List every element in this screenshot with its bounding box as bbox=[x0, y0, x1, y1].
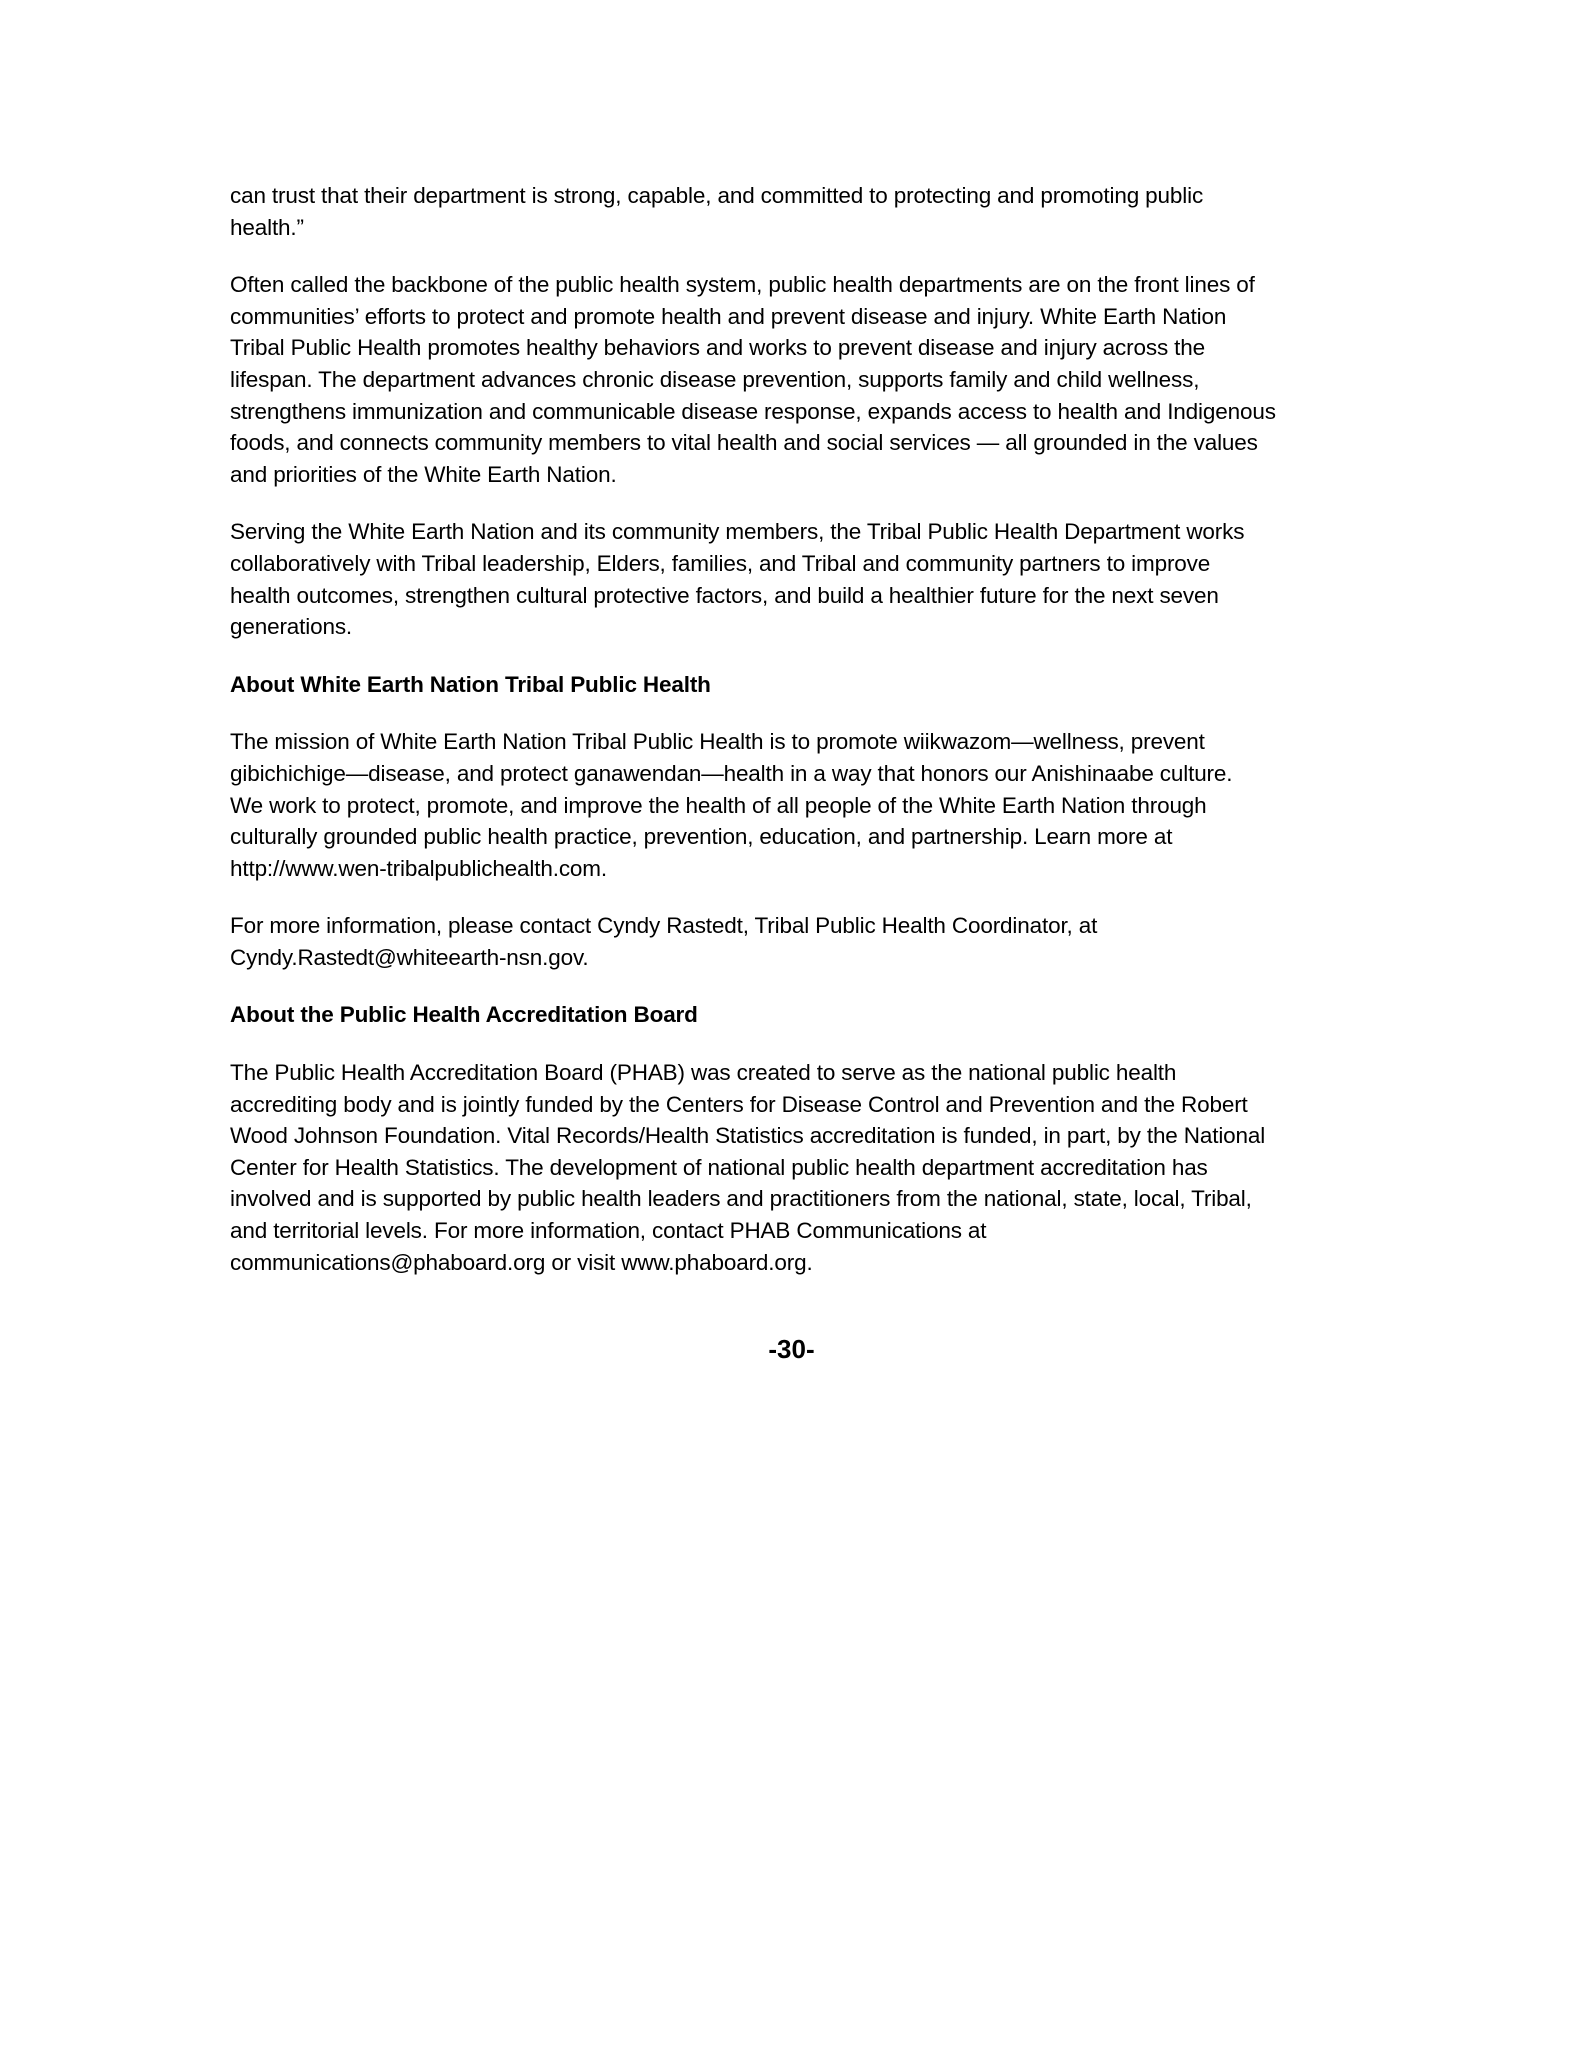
paragraph-serving bbox=[230, 516, 1360, 642]
page-number: -30- bbox=[768, 1334, 815, 1364]
text-line: We work to protect, promote, and improve the health of all people of the White Earth Nation through bbox=[230, 792, 1207, 818]
wen-website-link[interactable]: http://www.wen-tribalpublichealth.com bbox=[230, 855, 601, 881]
text-line: and priorities of the White Earth Nation. bbox=[230, 461, 617, 487]
phab-website-link[interactable]: www.phaboard.org bbox=[621, 1249, 807, 1275]
text-line bbox=[230, 942, 1360, 974]
punctuation: . bbox=[600, 855, 607, 881]
text-line: gibichichige—disease, and protect ganawendan—health in a way that honors our Anishinaabe culture. bbox=[230, 760, 1233, 786]
text-line: communities’ efforts to protect and promote health and prevent disease and injury. White Earth Nation bbox=[230, 303, 1227, 329]
text-line: health outcomes, strengthen cultural protective factors, and build a healthier future for the next seven bbox=[230, 582, 1219, 608]
text-line: health.” bbox=[230, 214, 304, 240]
phab-email-link[interactable]: communications@phaboard.org bbox=[230, 1249, 546, 1275]
contact-email-link[interactable]: Cyndy.Rastedt@whiteearth-nsn.gov bbox=[230, 944, 583, 970]
text-line: The mission of White Earth Nation Tribal Public Health is to promote wiikwazom—wellness, prevent bbox=[230, 729, 1205, 755]
paragraph-mission bbox=[230, 726, 1360, 884]
text-line: strengthens immunization and communicable disease response, expands access to health and Indigenous bbox=[230, 398, 1276, 424]
paragraph-backbone bbox=[230, 269, 1360, 490]
punctuation: . bbox=[806, 1249, 813, 1275]
paragraph-contact bbox=[230, 910, 1360, 973]
text-line: foods, and connects community members to vital health and social services — all grounded in the values bbox=[230, 430, 1258, 456]
text-line: Often called the backbone of the public health system, public health departments are on the front lines of bbox=[230, 272, 1255, 298]
text-line: and territorial levels. For more information, contact PHAB Communications at bbox=[230, 1218, 987, 1244]
text-line: The Public Health Accreditation Board (PHAB) was created to serve as the national public health bbox=[230, 1060, 1177, 1086]
text-line: Tribal Public Health promotes healthy behaviors and works to prevent disease and injury across the bbox=[230, 335, 1205, 361]
text-line bbox=[230, 853, 1360, 885]
text-line: lifespan. The department advances chronic disease prevention, supports family and child wellness, bbox=[230, 366, 1200, 392]
paragraph-phab bbox=[230, 1057, 1360, 1278]
paragraph-closing-quote bbox=[230, 180, 1360, 243]
punctuation: . bbox=[582, 944, 589, 970]
text-line: Wood Johnson Foundation. Vital Records/Health Statistics accreditation is funded, in part, by the National bbox=[230, 1123, 1266, 1149]
heading-about-wen: About White Earth Nation Tribal Public Health bbox=[230, 671, 711, 697]
text-line: For more information, please contact Cyndy Rastedt, Tribal Public Health Coordinator, at bbox=[230, 913, 1098, 939]
text-line: culturally grounded public health practice, prevention, education, and partnership. Learn more at bbox=[230, 824, 1173, 850]
heading-about-phab: About the Public Health Accreditation Board bbox=[230, 1002, 698, 1028]
text-line: generations. bbox=[230, 614, 353, 640]
text-line: Serving the White Earth Nation and its community members, the Tribal Public Health Department works bbox=[230, 519, 1245, 545]
document-body bbox=[230, 180, 1360, 1304]
text-line: can trust that their department is strong, capable, and committed to protecting and promoting public bbox=[230, 183, 1204, 208]
text-line: involved and is supported by public health leaders and practitioners from the national, state, local, Tribal, bbox=[230, 1186, 1252, 1212]
text-line: collaboratively with Tribal leadership, Elders, families, and Tribal and community partners to improve bbox=[230, 550, 1211, 576]
text-line: Center for Health Statistics. The development of national public health department accreditation has bbox=[230, 1154, 1208, 1180]
text-line bbox=[230, 1247, 1360, 1279]
text-line: accrediting body and is jointly funded by the Centers for Disease Control and Prevention and the Robert bbox=[230, 1091, 1248, 1117]
connector-text: or visit bbox=[545, 1249, 622, 1275]
